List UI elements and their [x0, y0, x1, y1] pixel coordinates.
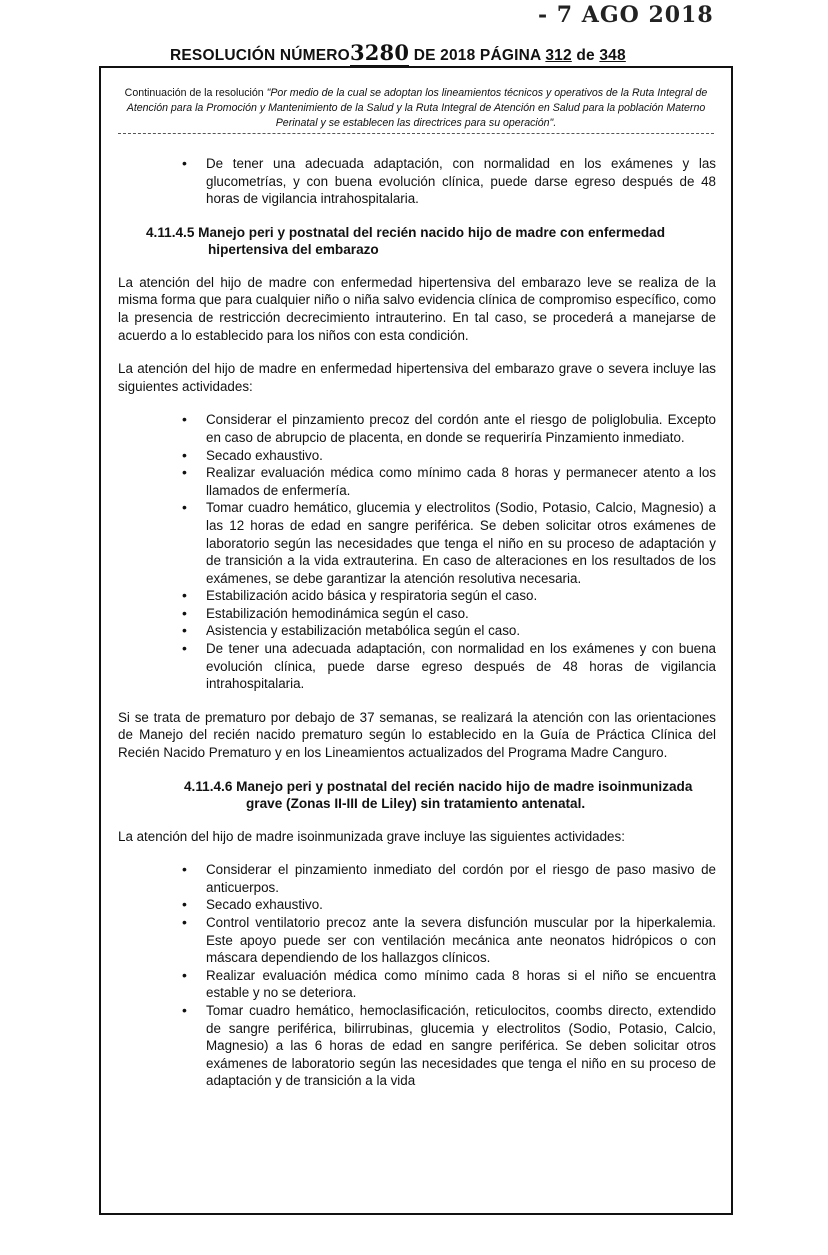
- section-heading-4-11-4-5: [118, 224, 716, 258]
- document-body: [118, 155, 716, 1106]
- list-item: • Tomar cuadro hemático, glucemia y electrolitos (Sodio, Potasio, Calcio, Magnesio) a las 12 horas de edad en sangre periférica. Se deben solicitar otros exámenes de laboratorio según las necesidades que tenga el niño en su proceso de adaptación y de transición a la vida extrauterina. En caso de alteraciones en los resultados de los exámenes, se debe garantizar la atención resolutiva necesaria.: [118, 499, 716, 587]
- list-item: • Tomar cuadro hemático, hemoclasificación, reticulocitos, coombs directo, extendido de sangre periférica, bilirrubinas, glucemia y electrolitos (Sodio, Potasio, Calcio, Magnesio) a las 6 horas de edad en sangre periférica. Se deben solicitar otros exámenes de laboratorio según las necesidades que tenga el niño en su proceso de adaptación y de transición a la vida: [118, 1002, 716, 1090]
- list-item: • Considerar el pinzamiento inmediato del cordón por el riesgo de paso masivo de anticuerpos.: [118, 861, 716, 896]
- continuation-prefix: Continuación de la resolución: [124, 87, 267, 99]
- list-item: • Estabilización acido básica y respiratoria según el caso.: [118, 587, 716, 605]
- paragraph: La atención del hijo de madre en enfermedad hipertensiva del embarazo grave o severa incluye las siguientes actividades:: [118, 361, 716, 394]
- list-item: • De tener una adecuada adaptación, con normalidad en los exámenes y con buena evolución clínica, puede darse egreso después de 48 horas de vigilancia intrahospitalaria.: [118, 640, 716, 693]
- resolution-number: 3280: [349, 40, 410, 65]
- resolution-label: RESOLUCIÓN NÚMERO: [170, 47, 350, 64]
- activities-list: [118, 411, 716, 693]
- section-number: 4.11.4.5: [146, 224, 195, 240]
- list-item: • Secado exhaustivo.: [118, 896, 716, 914]
- paragraph: La atención del hijo de madre isoinmunizada grave incluye las siguientes actividades:: [118, 828, 625, 844]
- handwritten-date-stamp: - 7 AGO 2018: [538, 2, 714, 28]
- continuation-quote: "Por medio de la cual se adoptan los lineamientos técnicos y operativos de la Ruta Integral de Atención para la Promoción y Mantenimiento de la Salud y la Ruta Integral de Atención en Salud para la población Materno Perinatal y se establecen las directrices para su operación".: [126, 87, 708, 129]
- list-item: • Realizar evaluación médica como mínimo cada 8 horas y permanecer atento a los llamados de enfermería.: [118, 464, 716, 499]
- list-item: • Realizar evaluación médica como mínimo cada 8 horas si el niño se encuentra estable y no se deteriora.: [118, 967, 716, 1002]
- resolution-header: [170, 40, 626, 65]
- list-item: • Asistencia y estabilización metabólica según el caso.: [118, 622, 716, 640]
- intro-list: [118, 155, 716, 208]
- resolution-year: DE 2018 PÁGINA: [413, 47, 541, 64]
- divider: [118, 133, 714, 134]
- list-item: • Secado exhaustivo.: [118, 447, 716, 465]
- paragraph: La atención del hijo de madre con enfermedad hipertensiva del embarazo leve se realiza de la misma forma que para cualquier niño o niña salvo evidencia clínica de compromiso específico, como la presencia de restricción decrecimiento intrauterino. En tal caso, se procederá a manejarse de acuerdo a lo establecido para los niños con esta condición.: [118, 274, 716, 343]
- section-number: 4.11.4.6: [184, 778, 233, 794]
- page-number: 312: [545, 47, 572, 64]
- list-item: • Estabilización hemodinámica según el caso.: [118, 605, 716, 623]
- paragraph: Si se trata de prematuro por debajo de 37 semanas, se realizará la atención con las orientaciones de Manejo del recién nacido prematuro según lo establecido en la Guía de Práctica Clínica del Recién Nacido Prematuro y en los Lineamientos actualizados del Programa Madre Canguro.: [118, 709, 716, 761]
- list-item: • Considerar el pinzamiento precoz del cordón ante el riesgo de poliglobulia. Excepto en caso de abrupcio de placenta, en donde se requeriría Pinzamiento inmediato.: [118, 411, 716, 446]
- section-title: Manejo peri y postnatal del recién nacido hijo de madre con enfermedad hipertensiva del embarazo: [198, 224, 666, 257]
- continuation-note: [110, 86, 722, 131]
- section-title: Manejo peri y postnatal del recién nacido hijo de madre isoinmunizada grave (Zonas II-III de Liley) sin tratamiento antenatal.: [236, 778, 693, 811]
- page-of: de: [576, 47, 595, 64]
- section-heading-4-11-4-6: [118, 778, 716, 812]
- list-item: • Control ventilatorio precoz ante la severa disfunción muscular por la hiperkalemia. Este apoyo puede ser con ventilación mecánica ante neonatos hidrópicos o con máscara dependiendo de los hallazgos clínicos.: [118, 914, 716, 967]
- page-total: 348: [599, 47, 626, 64]
- activities-list: [118, 861, 716, 1090]
- list-item: • De tener una adecuada adaptación, con normalidad en los exámenes y las glucometrías, y con buena evolución clínica, puede darse egreso después de 48 horas de vigilancia intrahospitalaria.: [118, 155, 716, 208]
